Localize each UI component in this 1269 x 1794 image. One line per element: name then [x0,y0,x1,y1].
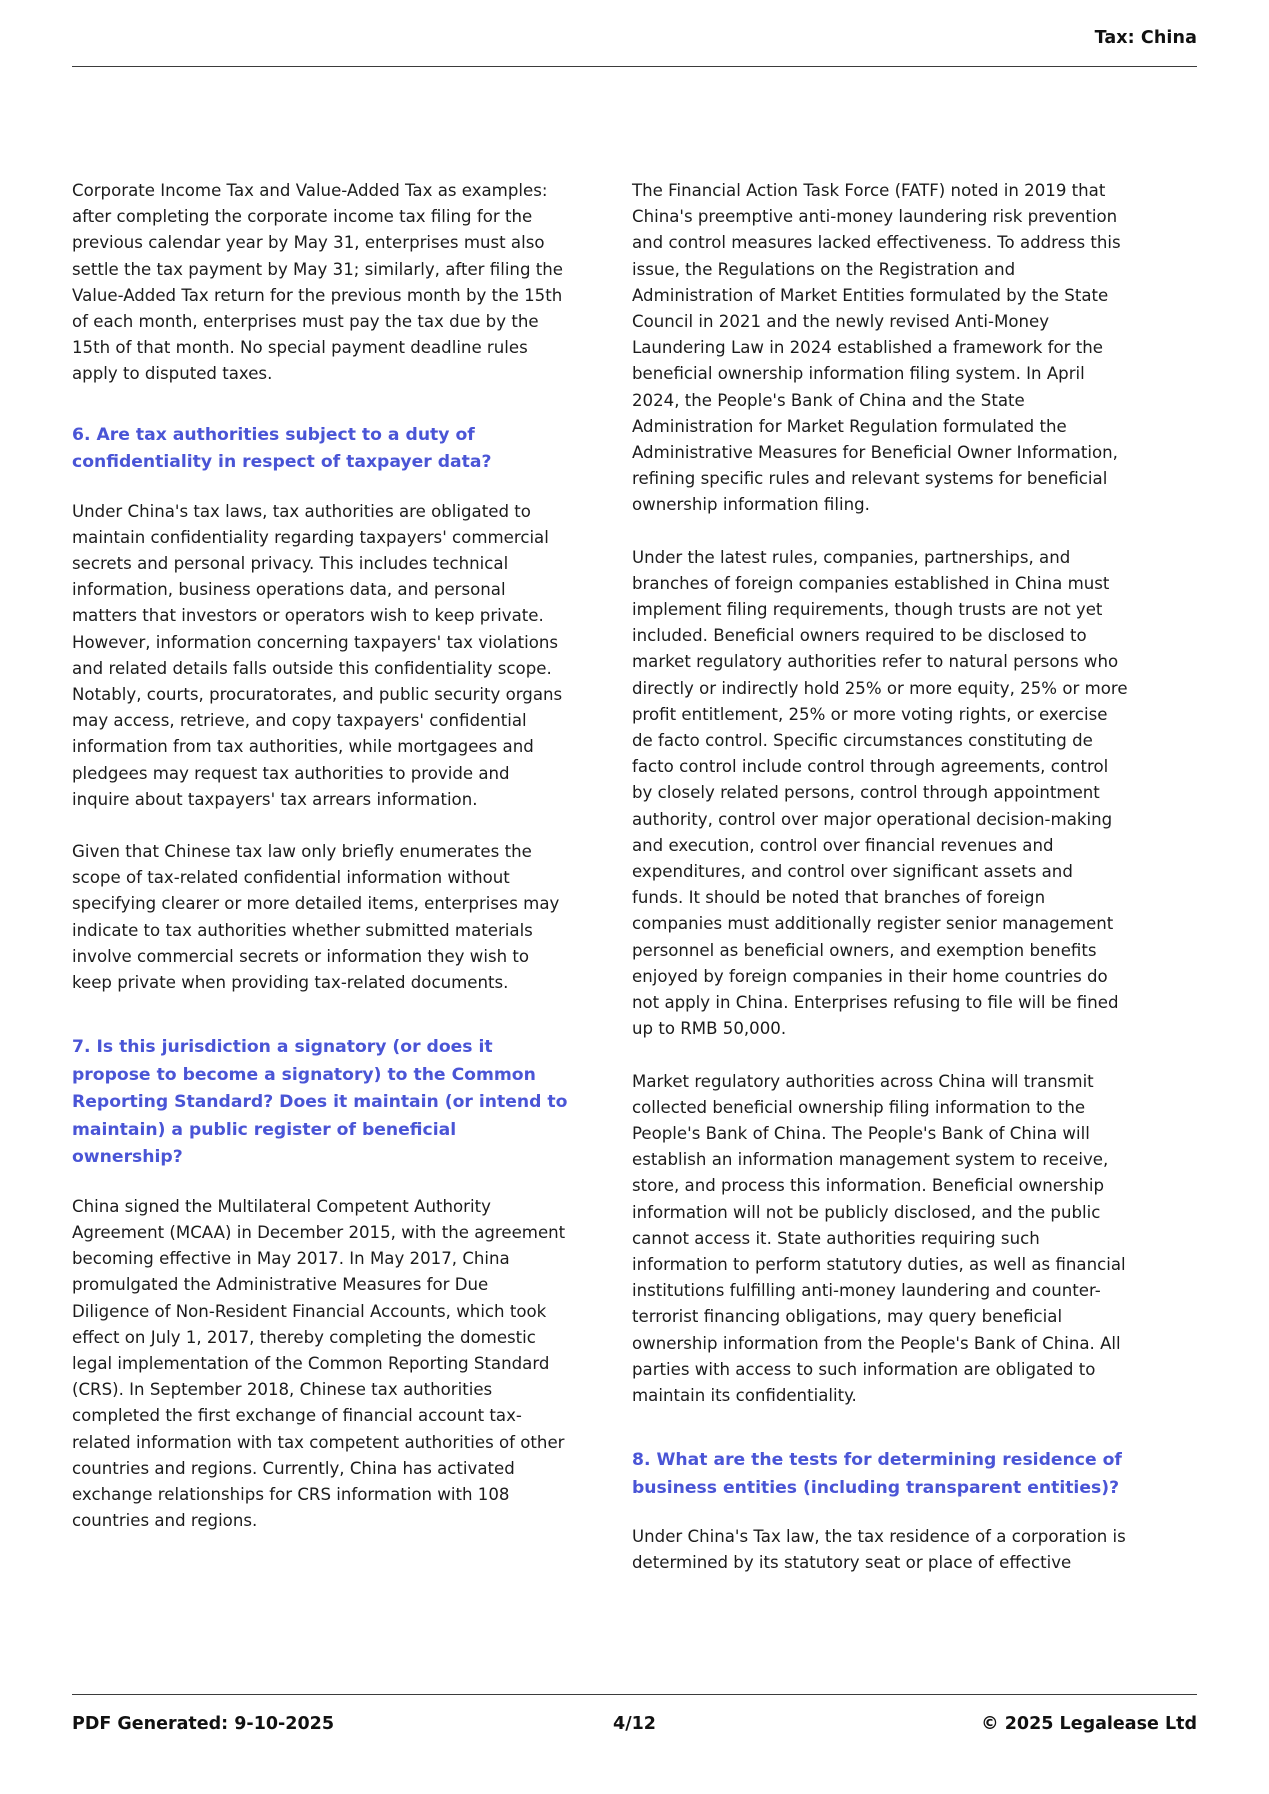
question-heading-6: 6. Are tax authorities subject to a duty of confidentiality in respect of taxpayer data? [72,424,492,473]
paragraph: Market regulatory authorities across China will transmit collected beneficial ownership filing information to the People's Bank of China. The People's Bank of China will establish an information management system to receive, store, and process this information. Beneficial ownership information will not be publicly disclosed, and the public cannot access it. State authorities requiring such information to perform statutory duties, as well as financial institutions fulfilling anti-money laundering and counter-terrorist financing obligations, may query beneficial ownership information from the People's Bank of China. All parties with access to such information are obligated to maintain its confidentiality. [632,1071,1126,1405]
footer-generated-date: PDF Generated: 9-10-2025 [72,1714,335,1734]
paragraph: Under China's Tax law, the tax residence of a corporation is determined by its statutory seat or place of effective [632,1527,1126,1573]
page-header [72,28,1197,70]
page-footer [72,1694,1197,1734]
paragraph: Under the latest rules, companies, partnerships, and branches of foreign companies established in China must implement filing requirements, though trusts are not yet included. Beneficial owners required to be disclosed to market regulatory authorities refer to natural persons who directly or indirectly hold 25% or more equity, 25% or more profit entitlement, 25% or more voting rights, or exercise de facto control. Specific circumstances constituting de facto control include control through agreements, control by closely related persons, control through appointment authority, control over major operational decision-making and execution, control over financial revenues and expenditures, and control over significant assets and funds. It should be noted that branches of foreign companies must additionally register senior management personnel as beneficial owners, and exemption benefits enjoyed by foreign companies in their home countries do not apply in China. Enterprises refusing to file will be fined up to RMB 50,000. [632,547,1128,1039]
header-title: Tax: China [1094,28,1197,48]
paragraph: The Financial Action Task Force (FATF) noted in 2019 that China's preemptive anti-money laundering risk prevention and control measures lacked effectiveness. To address this issue, the Regulations on the Registration and Administration of Market Entities formulated by the State Council in 2021 and the newly revised Anti-Money Laundering Law in 2024 established a framework for the beneficial ownership information filing system. In April 2024, the People's Bank of China and the State Administration for Market Regulation formulated the Administrative Measures for Beneficial Owner Information, refining specific rules and relevant systems for beneficial ownership information filing. [632,181,1121,515]
right-column [632,178,1128,1644]
paragraph: Given that Chinese tax law only briefly enumerates the scope of tax-related confidential information without specifying clearer or more detailed items, enterprises may indicate to tax authorities whether submitted materials involve commercial secrets or information they wish to keep private when providing tax-related documents. [72,842,560,993]
footer-page-number: 4/12 [613,1714,656,1734]
question-heading-7: 7. Is this jurisdiction a signatory (or does it propose to become a signatory) to the Common Reporting Standard? Does it maintain (or intend to maintain) a public register of beneficial ownership? [72,1037,568,1168]
paragraph: China signed the Multilateral Competent Authority Agreement (MCAA) in December 2015, with the agreement becoming effective in May 2017. In May 2017, China promulgated the Administrative Measures for Due Diligence of Non-Resident Financial Accounts, which took effect on July 1, 2017, thereby completing the domestic legal implementation of the Common Reporting Standard (CRS). In September 2018, Chinese tax authorities completed the first exchange of financial account tax-related information with tax competent authorities of other countries and regions. Currently, China has activated exchange relationships for CRS information with 108 countries and regions. [72,1196,566,1531]
footer-divider [72,1694,1197,1695]
paragraph: Corporate Income Tax and Value-Added Tax as examples: after completing the corporate income tax filing for the previous calendar year by May 31, enterprises must also settle the tax payment by May 31; similarly, after filing the Value-Added Tax return for the previous month by the 15th of each month, enterprises must pay the tax due by the 15th of that month. No special payment deadline rules apply to disputed taxes. [72,181,563,384]
left-column [72,178,568,1644]
footer-copyright: © 2025 Legalease Ltd [981,1714,1198,1734]
footer-row [72,1714,1197,1734]
header-divider [72,66,1197,67]
paragraph: Under China's tax laws, tax authorities are obligated to maintain confidentiality regarding taxpayers' commercial secrets and personal privacy. This includes technical information, business operations data, and personal matters that investors or operators wish to keep private. However, information concerning taxpayers' tax violations and related details falls outside this confidentiality scope. Notably, courts, procuratorates, and public security organs may access, retrieve, and copy taxpayers' confidential information from tax authorities, while mortgagees and pledgees may request tax authorities to provide and inquire about taxpayers' tax arrears information. [72,501,563,809]
page-content [72,178,1197,1644]
question-heading-8: 8. What are the tests for determining residence of business entities (including transparent entities)? [632,1450,1122,1498]
